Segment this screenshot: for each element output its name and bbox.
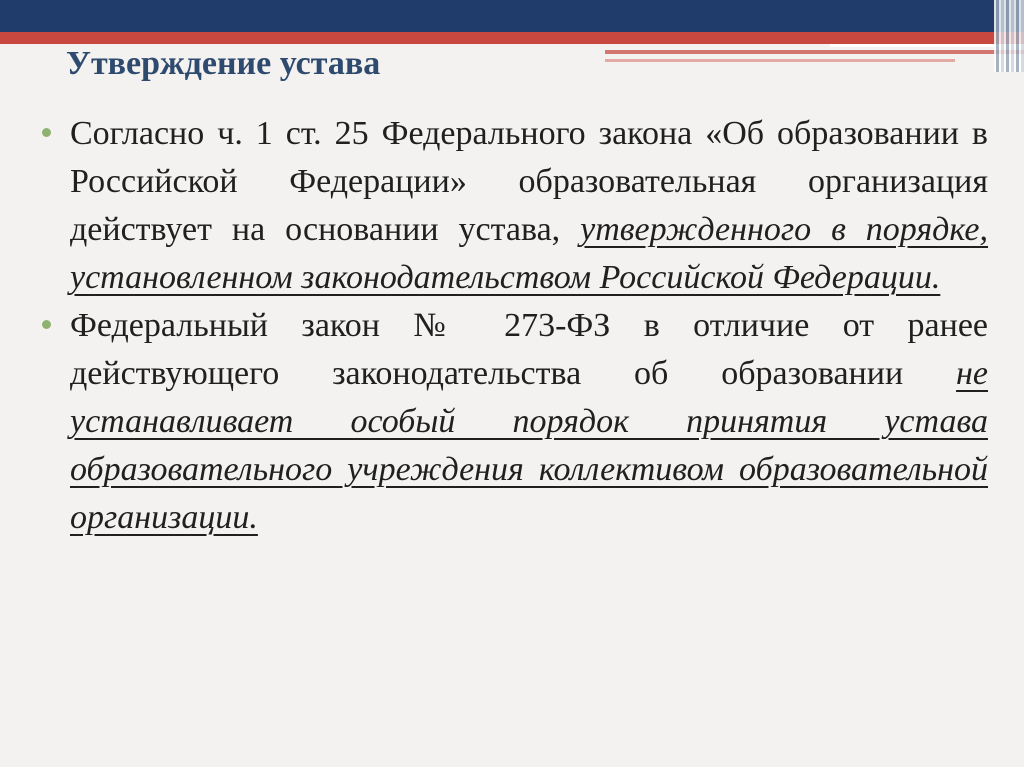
bullet-2-text: Федеральный закон № 273-ФЗ в отличие от ранее действующего законодательства об образовании: [70, 307, 988, 392]
header-band-blue: [0, 0, 1024, 32]
bullet-1-text: Согласно ч. 1 ст. 25 Федерального закона «Об образовании в Российской Федерации» образовательная организация действует на основании устава,: [70, 115, 988, 248]
slide-title: Утверждение устава: [66, 45, 381, 82]
header-accent-line: [605, 50, 1024, 54]
bullet-2-emphasis: не устанавливает особый порядок принятия устава образовательного учреждения коллективом образовательной организации.: [70, 355, 989, 536]
bullet-dot-icon: [42, 320, 51, 329]
header-edge-stripes: [994, 0, 1024, 72]
bullet-item-2: [42, 302, 988, 542]
header-accent-line-2: [605, 59, 955, 62]
slide-content: [42, 110, 988, 542]
bullet-dot-icon: [42, 128, 51, 137]
bullet-item-1: [42, 110, 988, 302]
bullet-1-emphasis: утвержденного в порядке, установленном законодательством Российской Федерации.: [70, 211, 989, 296]
